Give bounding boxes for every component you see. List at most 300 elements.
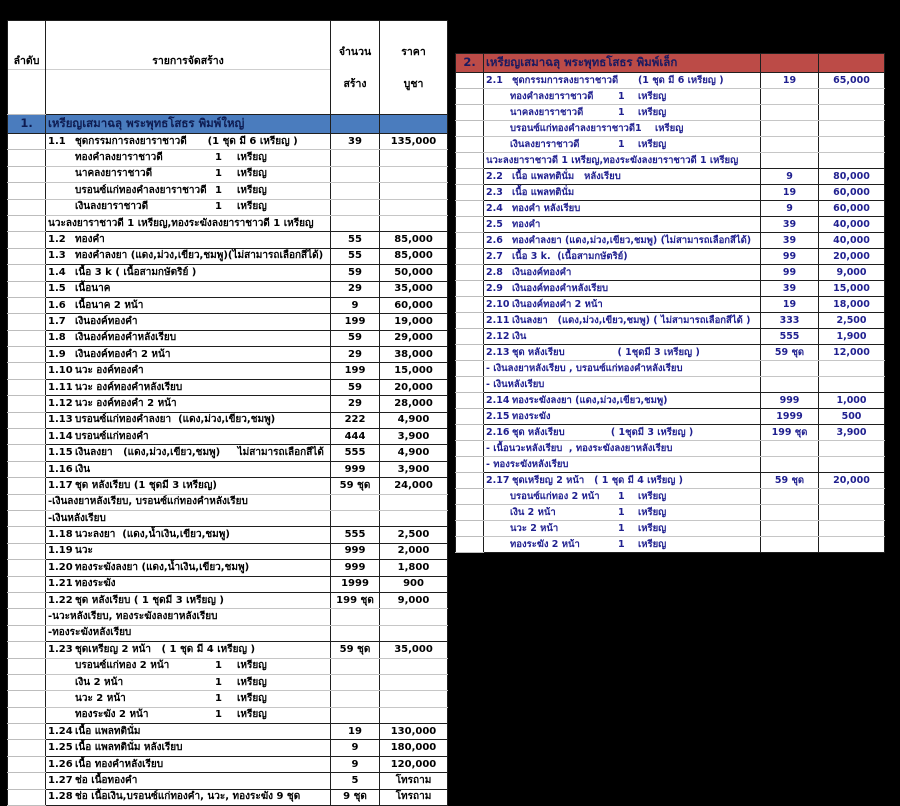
- item-number: 1.8: [48, 332, 66, 344]
- item-label: เนื้อ แพลทตินั่ม หลังเรียบ: [512, 170, 621, 182]
- order-cell: [8, 740, 46, 756]
- item-cell: [46, 461, 331, 477]
- item-number: 1.19: [48, 545, 73, 557]
- order-cell: [456, 361, 484, 377]
- order-cell: [8, 658, 46, 674]
- table-row: [456, 361, 885, 377]
- order-cell: [8, 396, 46, 412]
- item-cell: [484, 521, 761, 537]
- order-cell: [8, 642, 46, 658]
- item-label: ชุดกรรมการลงยาราชาวดี (1 ชุด มี 6 เหรียญ ): [75, 135, 298, 147]
- table-row: [456, 409, 885, 425]
- item-label: บรอนซ์แก่ทองคำ: [75, 430, 149, 442]
- price-cell: 85,000: [380, 248, 448, 264]
- quantity-cell: 222: [331, 412, 380, 428]
- item-label: ช่อ เนื้อทองคำ: [75, 774, 138, 786]
- item-number: 1.10: [48, 365, 73, 377]
- price-cell: 38,000: [380, 347, 448, 363]
- item-number: 1.26: [48, 758, 73, 770]
- item-label: ช่อ เนื้อเงิน,บรอนซ์แก่ทองคำ, นวะ, ทองระฆัง 9 ชุด: [75, 791, 301, 803]
- price-cell: 80,000: [819, 169, 885, 185]
- price-cell: 180,000: [380, 740, 448, 756]
- item-label: เงินองค์ทองคำ 2 หน้า: [512, 298, 603, 310]
- item-cell: [484, 297, 761, 313]
- order-cell: [456, 233, 484, 249]
- order-cell: [8, 248, 46, 264]
- sub-item-count: 1: [635, 122, 642, 134]
- note-label: -ทองระฆังหลังเรียบ: [48, 627, 132, 639]
- sub-item-label: ทองระฆัง 2 หน้า: [75, 709, 149, 721]
- table-row: [8, 642, 448, 658]
- order-cell: [456, 153, 484, 169]
- sub-item-unit: เหรียญ: [237, 152, 267, 164]
- price-cell: 35,000: [380, 281, 448, 297]
- quantity-cell: 9: [761, 201, 819, 217]
- price-cell: [819, 377, 885, 393]
- item-cell: [46, 215, 331, 231]
- table-row: [8, 248, 448, 264]
- price-cell: 20,000: [380, 379, 448, 395]
- item-cell: [46, 166, 331, 182]
- table-row: [8, 363, 448, 379]
- item-cell: [46, 625, 331, 641]
- section-1-number: 1.: [8, 115, 46, 134]
- section-1-qty-blank: [331, 115, 380, 134]
- quantity-cell: 9: [331, 740, 380, 756]
- item-cell: [46, 691, 331, 707]
- sub-item-unit: เหรียญ: [638, 90, 667, 102]
- sub-item-label: เงินลงยาราชาวดี: [75, 201, 149, 213]
- table-row: [456, 393, 885, 409]
- table-row: [8, 724, 448, 740]
- item-number: 1.21: [48, 578, 73, 590]
- item-label: นวะ องค์ทองคำ 2 หน้า: [75, 397, 177, 409]
- item-label: ทองคำ: [512, 218, 541, 230]
- table-row: [456, 313, 885, 329]
- quantity-cell: 39: [761, 233, 819, 249]
- price-cell: 130,000: [380, 724, 448, 740]
- item-cell: [46, 199, 331, 215]
- price-cell: 135,000: [380, 134, 448, 150]
- item-cell: [46, 674, 331, 690]
- sub-item-unit: เหรียญ: [638, 522, 667, 534]
- price-cell: [819, 537, 885, 553]
- table-row: [456, 329, 885, 345]
- quantity-cell: 1999: [761, 409, 819, 425]
- quantity-cell: [761, 153, 819, 169]
- order-cell: [456, 489, 484, 505]
- table-row: [456, 377, 885, 393]
- sub-item-count: 1: [618, 90, 625, 102]
- quantity-cell: [331, 707, 380, 723]
- sub-item-count: 1: [215, 152, 222, 164]
- item-number: 1.18: [48, 529, 73, 541]
- order-cell: [456, 313, 484, 329]
- item-cell: [46, 609, 331, 625]
- column-header-order: [8, 21, 46, 115]
- item-number: 2.2: [486, 170, 503, 182]
- item-label: เงิน: [75, 463, 91, 475]
- order-cell: [456, 137, 484, 153]
- item-number: 2.8: [486, 266, 503, 278]
- item-cell: [484, 393, 761, 409]
- order-cell: [8, 478, 46, 494]
- column-header-item: [46, 21, 331, 115]
- price-cell: 50,000: [380, 265, 448, 281]
- table-row: [8, 183, 448, 199]
- sub-item-label: นาคลงยาราชาวดี: [75, 168, 153, 180]
- quantity-cell: 999: [331, 560, 380, 576]
- quantity-cell: [331, 691, 380, 707]
- sub-item-label: บรอนซ์แก่ทองคำลงยาราชาวดี: [510, 122, 636, 134]
- item-number: 1.28: [48, 791, 73, 803]
- price-cell: 18,000: [819, 297, 885, 313]
- table-row: [8, 281, 448, 297]
- order-cell: [8, 232, 46, 248]
- item-number: 2.16: [486, 426, 510, 438]
- item-cell: [484, 537, 761, 553]
- item-label: เงิน: [512, 330, 527, 342]
- price-cell: [380, 707, 448, 723]
- item-label: ชุดเหรียญ 2 หน้า ( 1 ชุด มี 4 เหรียญ ): [75, 643, 256, 655]
- item-cell: [484, 505, 761, 521]
- item-number: 2.3: [486, 186, 503, 198]
- table-row: [456, 425, 885, 441]
- table-row: [8, 674, 448, 690]
- item-number: 2.4: [486, 202, 503, 214]
- sub-item-unit: เหรียญ: [237, 184, 267, 196]
- item-label: ทองระฆังลงยา (แดง,ม่วง,เขียว,ชมพู): [512, 394, 668, 406]
- item-cell: [46, 642, 331, 658]
- price-cell: โทรถาม: [380, 773, 448, 789]
- quantity-cell: [761, 537, 819, 553]
- price-cell: 2,000: [380, 543, 448, 559]
- item-cell: [46, 560, 331, 576]
- quantity-cell: 9: [761, 169, 819, 185]
- price-cell: 60,000: [819, 185, 885, 201]
- item-number: 2.15: [486, 410, 510, 422]
- order-cell: [456, 249, 484, 265]
- table-row: [8, 412, 448, 428]
- price-cell: 85,000: [380, 232, 448, 248]
- quantity-cell: 39: [761, 281, 819, 297]
- item-cell: [46, 740, 331, 756]
- order-cell: [8, 592, 46, 608]
- item-cell: [46, 576, 331, 592]
- item-cell: [484, 121, 761, 137]
- order-cell: [8, 724, 46, 740]
- item-number: 1.7: [48, 315, 66, 327]
- quantity-cell: 59: [331, 379, 380, 395]
- order-cell: [8, 445, 46, 461]
- price-cell: [380, 625, 448, 641]
- table-row: [456, 473, 885, 489]
- quantity-cell: 39: [761, 217, 819, 233]
- item-number: 1.6: [48, 299, 66, 311]
- sub-item-count: 1: [618, 506, 625, 518]
- price-cell: [819, 89, 885, 105]
- item-cell: [46, 363, 331, 379]
- item-number: 1.13: [48, 414, 73, 426]
- item-cell: [484, 281, 761, 297]
- price-cell: [380, 691, 448, 707]
- item-cell: [484, 169, 761, 185]
- order-cell: [456, 281, 484, 297]
- quantity-cell: 333: [761, 313, 819, 329]
- price-cell: [380, 150, 448, 166]
- left-price-table-panel: [7, 20, 447, 806]
- item-cell: [46, 281, 331, 297]
- price-cell: 28,000: [380, 396, 448, 412]
- table-row: [456, 297, 885, 313]
- quantity-cell: 199: [331, 314, 380, 330]
- item-cell: [484, 217, 761, 233]
- sub-item-count: 1: [618, 522, 625, 534]
- item-number: 1.2: [48, 234, 66, 246]
- quantity-cell: 5: [331, 773, 380, 789]
- item-cell: [46, 265, 331, 281]
- price-cell: [819, 521, 885, 537]
- item-label: นวะ: [75, 545, 93, 557]
- table-row: [456, 201, 885, 217]
- order-cell: [456, 297, 484, 313]
- item-label: เนื้อ แพลทตินั่ม: [512, 186, 575, 198]
- price-cell: 500: [819, 409, 885, 425]
- quantity-cell: 999: [331, 543, 380, 559]
- order-cell: [456, 185, 484, 201]
- price-cell: โทรถาม: [380, 789, 448, 805]
- item-cell: [484, 329, 761, 345]
- quantity-cell: [761, 441, 819, 457]
- item-number: 1.15: [48, 447, 73, 459]
- item-number: 2.5: [486, 218, 503, 230]
- price-cell: [819, 121, 885, 137]
- table-row: [456, 89, 885, 105]
- item-cell: [484, 377, 761, 393]
- item-cell: [484, 249, 761, 265]
- price-cell: 1,900: [819, 329, 885, 345]
- item-cell: [484, 153, 761, 169]
- section-2-title: เหรียญเสมาฉลุ พระพุทธโสธร พิมพ์เล็ก: [484, 54, 761, 73]
- table-row: [8, 756, 448, 772]
- item-label: ชุด หลังเรียบ (1 ชุดมี 3 เหรียญ): [75, 479, 217, 491]
- price-cell: [380, 215, 448, 231]
- order-cell: [456, 105, 484, 121]
- item-number: 2.10: [486, 298, 510, 310]
- sub-item-count: 1: [618, 538, 625, 550]
- item-label: เนื้อ 3 k. (เนื้อสามกษัตริย์): [512, 250, 628, 262]
- table-row: [456, 137, 885, 153]
- order-cell: [456, 441, 484, 457]
- quantity-cell: [761, 121, 819, 137]
- item-number: 1.23: [48, 643, 73, 655]
- item-number: 2.9: [486, 282, 503, 294]
- sub-item-unit: เหรียญ: [638, 506, 667, 518]
- quantity-cell: 9 ชุด: [331, 789, 380, 805]
- item-number: 2.11: [486, 314, 510, 326]
- price-cell: 12,000: [819, 345, 885, 361]
- quantity-cell: [761, 377, 819, 393]
- quantity-cell: [331, 674, 380, 690]
- price-cell: [380, 609, 448, 625]
- table-row: [8, 461, 448, 477]
- section-1-title: เหรียญเสมาฉลุ พระพุทธโสธร พิมพ์ใหญ่: [46, 115, 331, 134]
- quantity-cell: 59 ชุด: [761, 345, 819, 361]
- item-cell: [484, 201, 761, 217]
- item-cell: [46, 134, 331, 150]
- quantity-cell: 29: [331, 347, 380, 363]
- price-cell: [380, 166, 448, 182]
- item-label: ชุดเหรียญ 2 หน้า ( 1 ชุด มี 4 เหรียญ ): [512, 474, 684, 486]
- sub-item-unit: เหรียญ: [638, 106, 667, 118]
- price-cell: 1,800: [380, 560, 448, 576]
- price-cell: [819, 361, 885, 377]
- quantity-cell: 59: [331, 265, 380, 281]
- sub-item-count: 1: [215, 660, 222, 672]
- order-cell: [8, 789, 46, 805]
- price-cell: 1,000: [819, 393, 885, 409]
- sub-item-unit: เหรียญ: [237, 168, 267, 180]
- sub-item-label: นาคลงยาราชาวดี: [510, 106, 584, 118]
- item-cell: [484, 489, 761, 505]
- order-cell: [456, 425, 484, 441]
- quantity-cell: 99: [761, 265, 819, 281]
- sub-item-label: ทองระฆัง 2 หน้า: [510, 538, 580, 550]
- item-number: 1.14: [48, 430, 73, 442]
- table-row: [456, 441, 885, 457]
- table-row: [8, 429, 448, 445]
- item-number: 1.27: [48, 774, 73, 786]
- price-cell: 40,000: [819, 217, 885, 233]
- item-label: ชุดกรรมการลงยาราชาวดี (1 ชุด มี 6 เหรียญ ): [512, 74, 724, 86]
- sub-item-label: เงิน 2 หน้า: [75, 676, 124, 688]
- quantity-cell: [761, 521, 819, 537]
- item-label: เงินองค์ทองคำ: [512, 266, 572, 278]
- quantity-cell: 19: [331, 724, 380, 740]
- table-row: [8, 510, 448, 526]
- item-cell: [46, 347, 331, 363]
- item-number: 1.24: [48, 725, 73, 737]
- quantity-cell: 29: [331, 396, 380, 412]
- item-cell: [46, 707, 331, 723]
- sub-item-unit: เหรียญ: [638, 138, 667, 150]
- quantity-cell: [331, 510, 380, 526]
- quantity-cell: [331, 215, 380, 231]
- item-cell: [46, 379, 331, 395]
- column-header-order-label: ลำดับ: [8, 53, 45, 70]
- order-cell: [8, 347, 46, 363]
- table-row: [8, 314, 448, 330]
- item-number: 1.3: [48, 250, 66, 262]
- quantity-cell: 1999: [331, 576, 380, 592]
- sub-item-unit: เหรียญ: [237, 709, 267, 721]
- sub-item-label: บรอนซ์แก่ทองคำลงยาราชาวดี: [75, 184, 207, 196]
- price-cell: 120,000: [380, 756, 448, 772]
- table-row: [456, 169, 885, 185]
- note-label: นวะลงยาราชาวดี 1 เหรียญ,ทองระฆังลงยาราชาวดี 1 เหรียญ: [48, 217, 314, 229]
- item-number: 1.16: [48, 463, 73, 475]
- item-cell: [46, 248, 331, 264]
- note-label: - ทองระฆังหลังเรียบ: [486, 458, 569, 470]
- table-row: [456, 217, 885, 233]
- sub-item-count: 1: [215, 168, 222, 180]
- order-cell: [456, 377, 484, 393]
- quantity-cell: 999: [761, 393, 819, 409]
- item-cell: [484, 313, 761, 329]
- item-number: 2.7: [486, 250, 503, 262]
- item-label: เงินองค์ทองคำหลังเรียบ: [75, 332, 177, 344]
- item-number: 1.22: [48, 594, 73, 606]
- item-label: ทองระฆัง: [75, 578, 116, 590]
- order-cell: [456, 473, 484, 489]
- order-cell: [8, 707, 46, 723]
- item-cell: [46, 396, 331, 412]
- quantity-cell: [761, 137, 819, 153]
- quantity-cell: 59 ชุด: [761, 473, 819, 489]
- section-2-price-blank: [819, 54, 885, 73]
- price-cell: 40,000: [819, 233, 885, 249]
- item-label: เนื้อ แพลทตินั่ม: [75, 725, 141, 737]
- quantity-cell: 999: [331, 461, 380, 477]
- item-cell: [484, 425, 761, 441]
- order-cell: [8, 166, 46, 182]
- table-row: [456, 105, 885, 121]
- item-label: เงินลงยา (แดง,ม่วง,เขียว,ชมพู) ไม่สามารถเลือกสีได้: [75, 447, 324, 459]
- item-cell: [484, 73, 761, 89]
- table-row: [8, 166, 448, 182]
- table-row: [456, 73, 885, 89]
- item-number: 1.17: [48, 479, 73, 491]
- order-cell: [8, 576, 46, 592]
- table-row: [8, 609, 448, 625]
- quantity-cell: 99: [761, 249, 819, 265]
- price-cell: 2,500: [380, 527, 448, 543]
- item-number: 2.14: [486, 394, 510, 406]
- column-header-row: [8, 21, 448, 115]
- table-row: [456, 121, 885, 137]
- item-cell: [46, 543, 331, 559]
- table-row: [8, 707, 448, 723]
- item-number: 2.1: [486, 74, 503, 86]
- quantity-cell: [331, 658, 380, 674]
- sub-item-label: นวะ 2 หน้า: [510, 522, 559, 534]
- sub-item-unit: เหรียญ: [237, 692, 267, 704]
- sub-item-unit: เหรียญ: [638, 538, 667, 550]
- item-cell: [484, 473, 761, 489]
- quantity-cell: [761, 457, 819, 473]
- item-label: เนื้อนาค: [75, 283, 111, 295]
- table-row: [456, 457, 885, 473]
- order-cell: [8, 314, 46, 330]
- quantity-cell: [331, 199, 380, 215]
- table-row: [456, 265, 885, 281]
- order-cell: [8, 379, 46, 395]
- sub-item-unit: เหรียญ: [237, 676, 267, 688]
- item-cell: [46, 510, 331, 526]
- item-cell: [46, 773, 331, 789]
- quantity-cell: 555: [331, 445, 380, 461]
- item-cell: [484, 457, 761, 473]
- item-label: เงินองค์ทองคำหลังเรียบ: [512, 282, 609, 294]
- item-label: ชุด หลังเรียบ ( 1 ชุดมี 3 เหรียญ ): [75, 594, 224, 606]
- item-cell: [46, 527, 331, 543]
- item-cell: [46, 658, 331, 674]
- quantity-cell: 199: [331, 363, 380, 379]
- item-label: ทองระฆัง: [512, 410, 551, 422]
- price-cell: [380, 510, 448, 526]
- column-header-item-label: รายการจัดสร้าง: [46, 53, 330, 70]
- table-row: [8, 592, 448, 608]
